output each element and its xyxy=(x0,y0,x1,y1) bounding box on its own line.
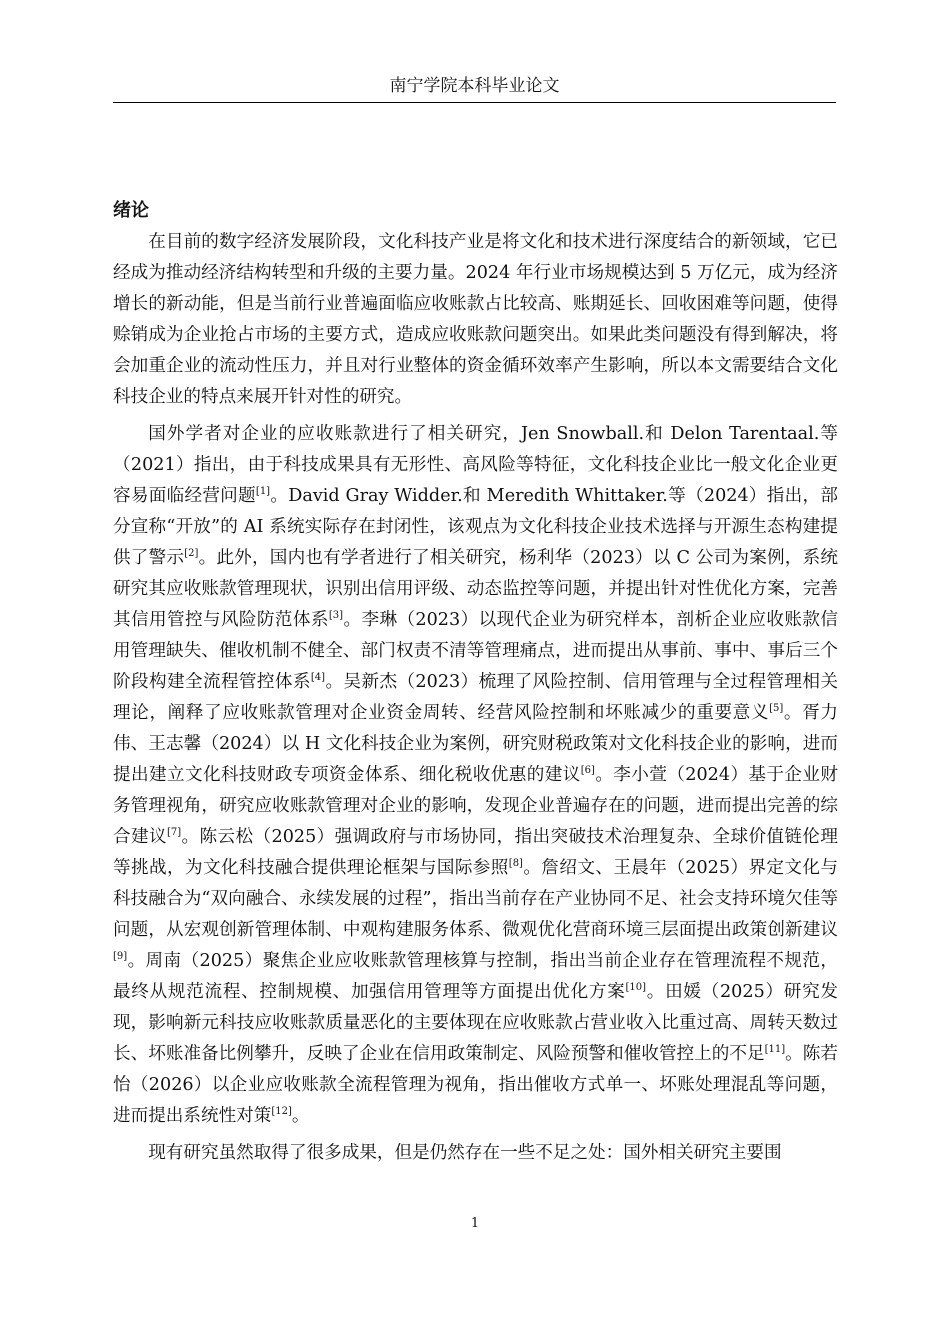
main-content xyxy=(113,195,838,1169)
citation-ref: [2] xyxy=(184,548,199,560)
citation-ref: [9] xyxy=(113,951,128,963)
page-header xyxy=(113,74,836,103)
section-title: 绪论 xyxy=(113,200,149,221)
paragraph-text: 。陈云松（2025）强调政府与市场协同，指出突破技术治理复杂、全球价值链伦理等挑战，为文化科技融合提供理论框架与国际参照 xyxy=(113,827,838,878)
citation-ref: [5] xyxy=(769,703,784,715)
paragraph-text: 。李琳（2023）以现代企业为研究样本，剖析企业应收账款信用管理缺失、催收机制不健全、部门权责不清等管理痛点，进而提出从事前、事中、事后三个阶段构建全流程管控体系 xyxy=(113,610,838,692)
paragraph-text: 。田媛（2025）研究发现，影响新元科技应收账款质量恶化的主要体现在应收账款占营业收入比重过高、周转天数过长、坏账准备比例攀升，反映了企业在信用政策制定、风险预警和催收管控上的不足 xyxy=(113,982,838,1064)
paragraph-text: 。詹绍文、王晨年（2025）界定文化与科技融合为“双向融合、永续发展的过程”，指出当前存在产业协同不足、社会支持环境欠佳等问题，从宏观创新管理体制、中观构建服务体系、微观优化营商环境三层面提出政策创新建议 xyxy=(113,858,838,940)
paragraph-text: 。胥力伟、王志馨（2024）以 H 文化科技企业为案例，研究财税政策对文化科技企业的影响，进而提出建立文化科技财政专项资金体系、细化税收优惠的建议 xyxy=(113,703,838,785)
paragraph-text: 。David Gray Widder.和 Meredith Whittaker.等（2024）指出，部分宣称“开放”的 AI 系统实际存在封闭性，该观点为文化科技企业技术选择与开源生态构建提供了警示 xyxy=(113,486,838,568)
citation-ref: [3] xyxy=(328,610,344,622)
citation-ref: [8] xyxy=(508,858,523,870)
page-number: 1 xyxy=(470,1216,480,1231)
citation-ref: [7] xyxy=(166,827,182,839)
paragraph-text: 。此外，国内也有学者进行了相关研究，杨利华（2023）以 C 公司为案例，系统研究其应收账款管理现状，识别出信用评级、动态监控等问题，并提出针对性优化方案，完善其信用管控与风险防范体系 xyxy=(113,548,838,630)
paragraph-text: 。陈若怡（2026）以企业应收账款全流程管理为视角，指出催收方式单一、坏账处理混乱等问题，进而提出系统性对策 xyxy=(113,1044,838,1126)
body-paragraphs xyxy=(113,227,838,1169)
body-paragraph xyxy=(113,1138,838,1169)
paragraph-text: 现有研究虽然取得了很多成果，但是仍然存在一些不足之处：国外相关研究主要围 xyxy=(148,1143,782,1163)
citation-ref: [4] xyxy=(310,672,326,684)
paragraph-text: 。李小萱（2024）基于企业财务管理视角，研究应收账款管理对企业的影响，发现企业普遍存在的问题，进而提出完善的综合建议 xyxy=(113,765,838,847)
citation-ref: [10] xyxy=(625,982,647,994)
citation-ref: [1] xyxy=(255,486,271,498)
header-title: 南宁学院本科毕业论文 xyxy=(389,76,560,96)
paragraph-text: 。吴新杰（2023）梳理了风险控制、信用管理与全过程管理相关理论，阐释了应收账款管理对企业资金周转、经营风险控制和坏账减少的重要意义 xyxy=(113,672,838,723)
paragraph-text: 在目前的数字经济发展阶段，文化科技产业是将文化和技术进行深度结合的新领域，它已经成为推动经济结构转型和升级的主要力量。2024 年行业市场规模达到 5 万亿元，成为经济增长的新动能，但是当前行业普遍面临应收账款占比较高、账期延长、回收困难等问题，使得赊销成为企业抢占市场的主要方式，造成应收账款问题突出。如果此类问题没有得到解决，将会加重企业的流动性压力，并且对行业整体的资金循环效率产生影响，所以本文需要结合文化科技企业的特点来展开针对性的研究。 xyxy=(113,232,838,407)
citation-ref: [6] xyxy=(580,765,595,777)
paragraph-text: 国外学者对企业的应收账款进行了相关研究，Jen Snowball.和 Delon Tarentaal.等（2021）指出，由于科技成果具有无形性、高风险等特征，文化科技企业比一般文化企业更容易面临经营问题 xyxy=(113,424,838,506)
citation-ref: [12] xyxy=(271,1106,292,1118)
citation-ref: [11] xyxy=(764,1044,786,1056)
body-paragraph xyxy=(113,227,838,413)
paragraph-text: 。 xyxy=(291,1106,310,1126)
body-paragraph xyxy=(113,419,838,1132)
paragraph-text: 。周南（2025）聚焦企业应收账款管理核算与控制，指出当前企业存在管理流程不规范，最终从规范流程、控制规模、加强信用管理等方面提出优化方案 xyxy=(113,951,838,1002)
